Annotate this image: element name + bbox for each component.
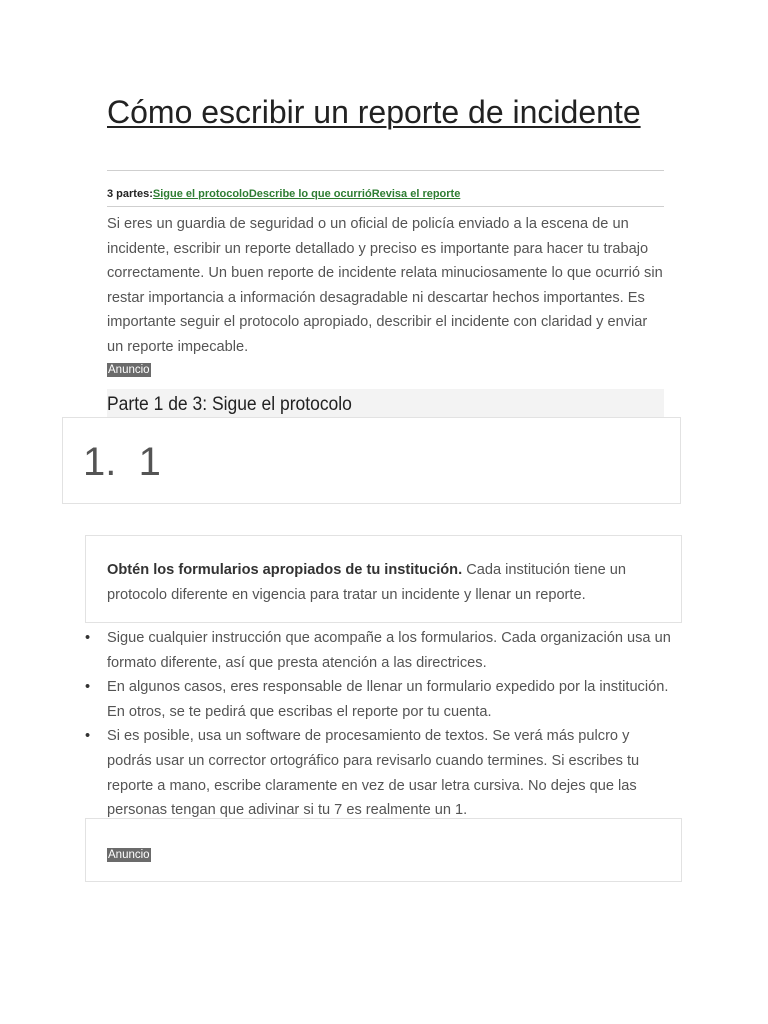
part-link-describe[interactable]: Describe lo que ocurrió [248, 188, 372, 200]
parts-nav [107, 187, 460, 201]
step-number-value: 1 [138, 440, 161, 484]
step-number [83, 438, 161, 486]
step-bold-text: Obtén los formularios apropiados de tu institución. [107, 562, 463, 578]
ad-label-2: Anuncio [108, 849, 150, 861]
part-link-review[interactable]: Revisa el reporte [371, 188, 461, 200]
section-title: Parte 1 de 3: Sigue el protocolo [107, 394, 352, 415]
article-title: Cómo escribir un reporte de incidente [107, 94, 641, 130]
parts-divider [107, 206, 664, 207]
title-divider [107, 170, 664, 171]
part-link-protocol[interactable]: Sigue el protocolo [152, 188, 249, 200]
list-item: • Si es posible, usa un software de procesamiento de textos. Se verá más pulcro y podrás usar un corrector ortográfico para revisarlo cuando termines. Si escribes tu reporte a mano, escribe claramente en vez de usar letra cursiva. No dejes que las personas tengan que adivinar si tu 7 es realmente un 1. [107, 724, 672, 822]
parts-label: 3 partes: [107, 188, 153, 200]
step-bullet-list [107, 626, 672, 823]
step-body-text: Cada institución tiene un protocolo diferente en vigencia para tratar un incidente y llenar un reporte. [107, 562, 627, 603]
list-item: • Sigue cualquier instrucción que acompañe a los formularios. Cada organización usa un formato diferente, así que presta atención a las directrices. [107, 626, 672, 675]
ad-box [85, 818, 682, 882]
step-text [107, 558, 667, 607]
step-list-marker: 1. [83, 440, 117, 484]
list-item: • En algunos casos, eres responsable de llenar un formulario expedido por la institución. En otros, se te pedirá que escribas el reporte por tu cuenta. [107, 675, 672, 724]
ad-label: Anuncio [108, 364, 150, 376]
intro-paragraph: Si eres un guardia de seguridad o un oficial de policía enviado a la escena de un incidente, escribir un reporte detallado y preciso es importante para hacer tu trabajo correctamente. Un buen reporte de incidente relata minuciosamente lo que ocurrió sin restar importancia a información desagradable ni descartar hechos importantes. Es importante seguir el protocolo apropiado, describir el incidente con claridad y enviar un reporte impecable. [107, 216, 663, 355]
